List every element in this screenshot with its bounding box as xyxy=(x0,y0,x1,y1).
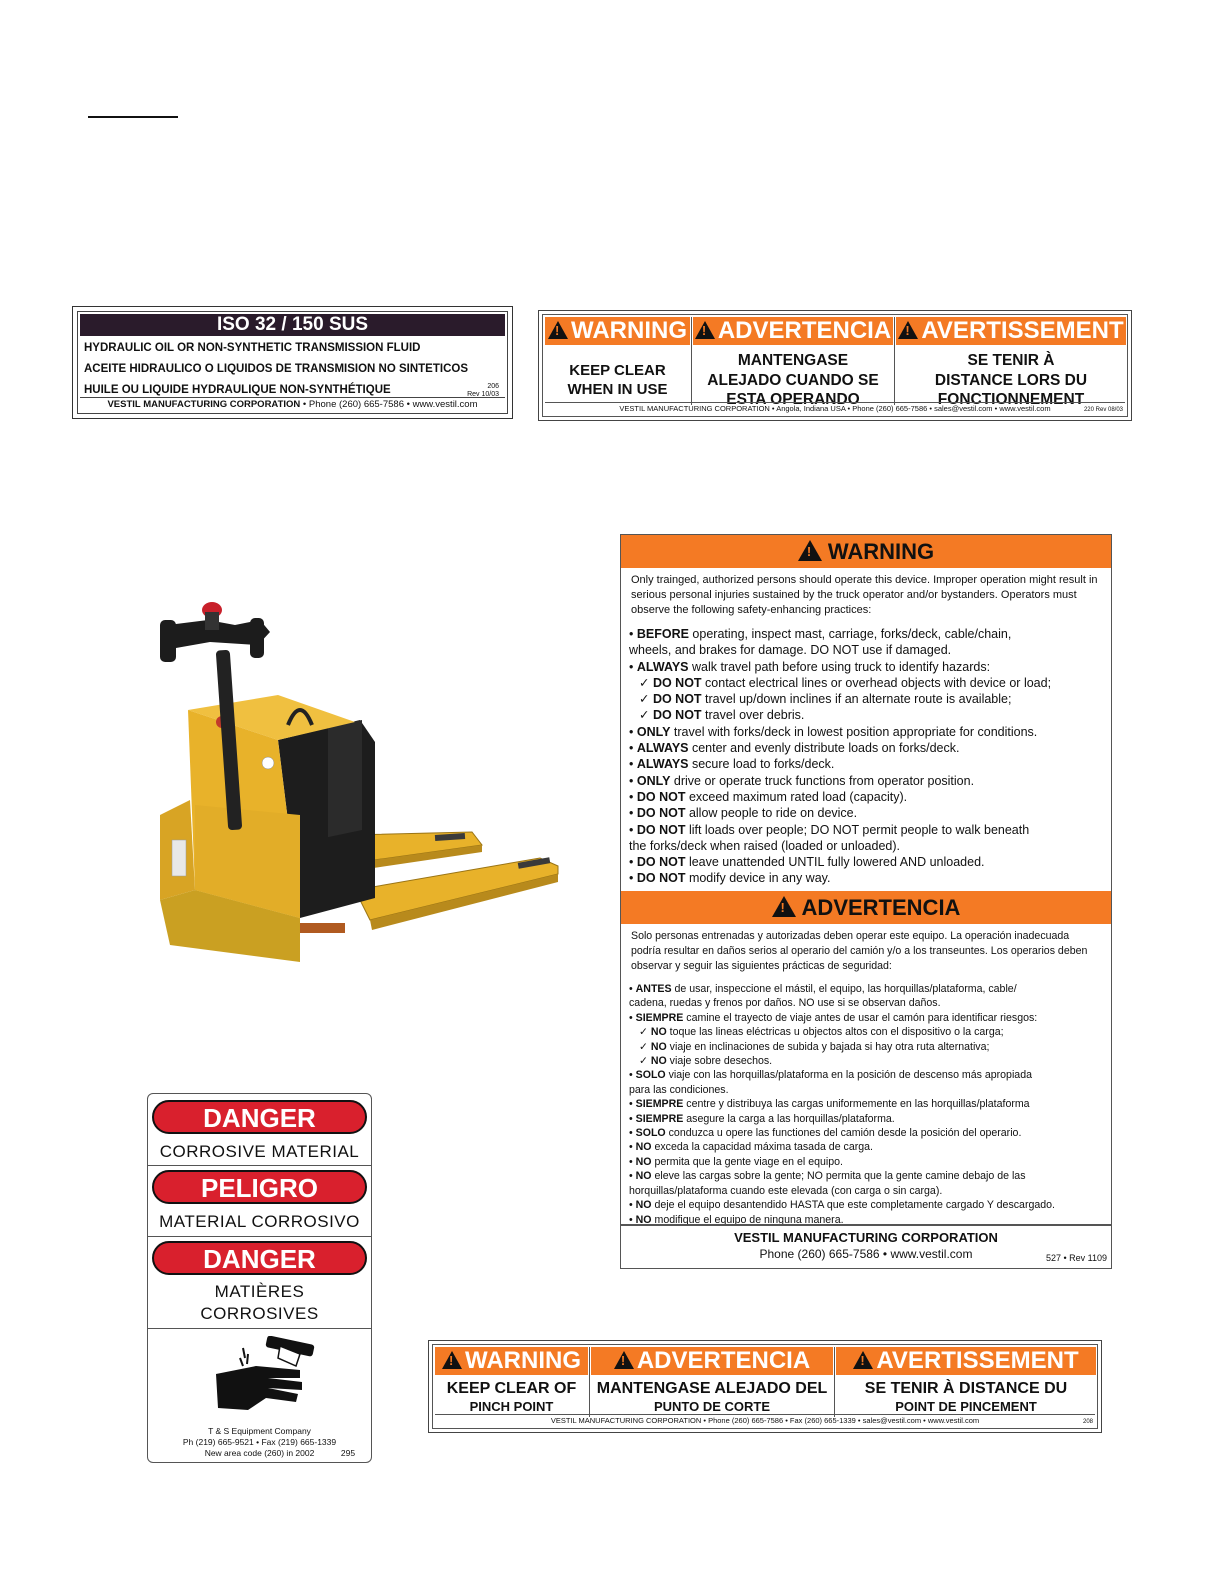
iso-oil-label xyxy=(72,306,513,419)
big-footer-contact: Phone (260) 665-7586 • www.vestil.com xyxy=(759,1247,973,1261)
list-item: • ALWAYS center and evenly distribute loads on forks/deck. xyxy=(629,741,960,756)
list-item: ✓ DO NOT contact electrical lines or overhead objects with device or load; xyxy=(639,675,1052,690)
kc-header-fr xyxy=(896,317,1126,345)
big-advertencia-intro: Solo personas entrenadas y autorizadas deben operar este equipo. La operación inadecuada podría resultar en daños serios al operario del camión y/o a los transeuntes. Los operarios deben observar y seguir las siguientes prácticas de seguridad: xyxy=(631,930,1088,972)
kc-rev: 220 Rev 08/03 xyxy=(1083,407,1123,413)
pp-en-2: PINCH POINT xyxy=(469,1399,554,1414)
list-item: • DO NOT exceed maximum rated load (capacity). xyxy=(629,789,908,804)
danger-text-3a: MATIÈRES xyxy=(214,1282,305,1301)
list-item: horquillas/plataforma cuando este elevada (con carga o sin carga). xyxy=(629,1184,943,1197)
list-item: • SOLO viaje con las horquillas/plataforma en la posición de descenso más apropiada xyxy=(629,1069,1032,1082)
big-footer-rev: 527 • Rev 1109 xyxy=(1045,1253,1107,1263)
pp-header-es xyxy=(591,1347,833,1375)
danger-number: 295 xyxy=(340,1448,356,1458)
list-item: • DO NOT allow people to ride on device. xyxy=(629,806,858,821)
kc-es-2: ALEJADO CUANDO SE xyxy=(707,371,879,389)
pp-en-1: KEEP CLEAR OF xyxy=(446,1380,577,1397)
warning-triangle-icon xyxy=(853,1351,873,1369)
big-advertencia-header xyxy=(621,891,1111,924)
pp-rev: 208 xyxy=(1082,1419,1093,1425)
iso-line-fr: HUILE OU LIQUIDE HYDRAULIQUE NON-SYNTHÉTIQUE xyxy=(84,384,391,396)
list-item: • DO NOT lift loads over people; DO NOT permit people to walk beneath xyxy=(629,822,1030,837)
kc-header-en-text: WARNING xyxy=(571,317,687,344)
iso-line-en: HYDRAULIC OIL OR NON-SYNTHETIC TRANSMISSION FLUID xyxy=(84,342,421,354)
list-item: ✓ DO NOT travel over debris. xyxy=(639,708,805,723)
warning-triangle-icon xyxy=(772,896,796,917)
iso-line-es: ACEITE HIDRAULICO O LIQUIDOS DE TRANSMISION NO SINTETICOS xyxy=(84,363,468,375)
iso-footer-company: VESTIL MANUFACTURING CORPORATION xyxy=(107,399,301,410)
list-item: • ALWAYS secure load to forks/deck. xyxy=(629,757,835,772)
list-item: ✓ DO NOT travel up/down inclines if an alternate route is available; xyxy=(639,692,1012,707)
list-item: • ONLY drive or operate truck functions from operator position. xyxy=(629,773,975,788)
kc-en-2: WHEN IN USE xyxy=(567,381,668,398)
iso-rev-number: 206 xyxy=(487,383,499,390)
warning-triangle-icon xyxy=(798,540,822,561)
warning-triangle-icon xyxy=(695,321,715,339)
pinch-point-label xyxy=(428,1340,1102,1433)
danger-corrosive-sign xyxy=(147,1093,372,1463)
kc-fr-2: DISTANCE LORS DU xyxy=(934,371,1088,389)
list-item: • DO NOT modify device in any way. xyxy=(629,871,831,886)
list-item: • ANTES de usar, inspeccione el mástil, el equipo, las horquillas/plataforma, cable/ xyxy=(629,983,1017,995)
list-item: • NO permita que la gente viage en el equipo. xyxy=(629,1155,843,1168)
pp-text-es xyxy=(591,1379,833,1415)
pp-text-en xyxy=(435,1379,588,1415)
danger-header-3: DANGER xyxy=(152,1241,367,1275)
iso-title: ISO 32 / 150 SUS xyxy=(80,314,505,336)
kc-header-fr-text: AVERTISSEMENT xyxy=(921,317,1124,344)
header-rule xyxy=(88,116,178,118)
big-warning-title: WARNING xyxy=(827,539,935,564)
pp-header-fr-text: AVERTISSEMENT xyxy=(876,1347,1079,1374)
list-item: • SIEMPRE camine el trayecto de viaje antes de usar el camón para identificar riesgos: xyxy=(629,1011,1038,1024)
list-item: • DO NOT leave unattended UNTIL fully lowered AND unloaded. xyxy=(629,855,985,870)
list-item: • NO modifique el equipo de ninguna manera. xyxy=(629,1213,844,1226)
big-warning-footer xyxy=(621,1224,1111,1268)
iso-footer xyxy=(80,397,505,411)
list-item: • NO deje el equipo desantendido HASTA que este completamente cargado Y descargado. xyxy=(629,1199,1055,1212)
iso-footer-contact: • Phone (260) 665-7586 • www.vestil.com xyxy=(300,399,478,410)
kc-header-en xyxy=(545,317,690,345)
warning-triangle-icon xyxy=(898,321,918,339)
danger-header-2: PELIGRO xyxy=(152,1170,367,1204)
big-footer-company: VESTIL MANUFACTURING CORPORATION xyxy=(734,1230,998,1245)
list-item: cadena, ruedas y frenos por daños. NO use si se observan daños. xyxy=(629,997,941,1010)
pp-header-en-text: WARNING xyxy=(465,1347,581,1374)
list-item: • SIEMPRE asegure la carga a las horquillas/plataforma. xyxy=(629,1112,895,1125)
pp-header-en xyxy=(435,1347,588,1375)
list-item: the forks/deck when raised (loaded or unloaded). xyxy=(629,838,900,853)
iso-rev: Rev 10/03 xyxy=(467,391,499,398)
list-item: ✓ NO viaje en inclinaciones de subida y bajada si hay otra ruta alternativa; xyxy=(639,1040,990,1053)
kc-header-es-text: ADVERTENCIA xyxy=(717,317,892,344)
list-item: • SOLO conduzca u opere las functiones del camión desde la posición del operario. xyxy=(629,1127,1022,1140)
list-item: para las condiciones. xyxy=(629,1083,729,1096)
pp-fr-1: SE TENIR À DISTANCE DU xyxy=(864,1380,1068,1397)
kc-fr-3: FONCTIONNEMENT xyxy=(937,391,1085,408)
kc-header-es xyxy=(693,317,893,345)
list-item: ✓ NO viaje sobre desechos. xyxy=(639,1055,773,1068)
safety-warning-label xyxy=(620,534,1112,1269)
pp-footer: VESTIL MANUFACTURING CORPORATION • Phone (260) 665-7586 • Fax (260) 665-1339 • sales@vestil.com • www.vestil.com xyxy=(435,1414,1095,1427)
pp-fr-2: POINT DE PINCEMENT xyxy=(895,1399,1037,1414)
kc-text-en xyxy=(545,361,690,399)
kc-es-3: ESTA OPERANDO xyxy=(726,391,860,408)
kc-fr-1: SE TENIR À xyxy=(967,352,1055,369)
pp-es-2: PUNTO DE CORTE xyxy=(653,1399,771,1414)
corrosive-hand-icon xyxy=(208,1336,320,1416)
danger-note: New area code (260) in 2002 xyxy=(204,1448,315,1458)
kc-text-fr xyxy=(896,351,1126,410)
list-item: • ALWAYS walk travel path before using truck to identify hazards: xyxy=(629,659,991,674)
kc-es-1: MANTENGASE xyxy=(737,352,849,369)
pp-es-1: MANTENGASE ALEJADO DEL xyxy=(596,1380,828,1397)
keep-clear-label xyxy=(538,310,1132,421)
danger-text-1: CORROSIVE MATERIAL xyxy=(159,1142,360,1161)
list-item: • NO eleve las cargas sobre la gente; NO permita que la gente camine debajo de las xyxy=(629,1170,1026,1183)
big-advertencia-title: ADVERTENCIA xyxy=(801,895,961,920)
list-item: • ONLY travel with forks/deck in lowest position appropriate for conditions. xyxy=(629,724,1038,739)
danger-company: T & S Equipment Company xyxy=(208,1426,311,1436)
list-item: • NO exceda la capacidad máxima tasada de carga. xyxy=(629,1141,873,1154)
warning-triangle-icon xyxy=(548,321,568,339)
pp-text-fr xyxy=(836,1379,1096,1415)
danger-phone: Ph (219) 665-9521 • Fax (219) 665-1339 xyxy=(182,1437,337,1447)
warning-triangle-icon xyxy=(442,1351,462,1369)
pp-header-fr xyxy=(836,1347,1096,1375)
danger-text-3b: CORROSIVES xyxy=(200,1304,319,1323)
list-item: wheels, and brakes for damage. DO NOT use if damaged. xyxy=(629,643,952,658)
big-warning-list-en xyxy=(629,626,1105,887)
electric-pallet-truck-image xyxy=(150,600,570,970)
big-warning-intro: Only trainged, authorized persons should operate this device. Improper operation might result in serious personal injuries sustained by the truck operator and/or bystanders. Operators must observe the following safety-enhancing practices: xyxy=(631,574,1098,616)
kc-footer: VESTIL MANUFACTURING CORPORATION • Angola, Indiana USA • Phone (260) 665-7586 • sales@vestil.com • www.vestil.com xyxy=(545,402,1125,415)
big-warning-header xyxy=(621,535,1111,568)
list-item: • SIEMPRE centre y distribuya las cargas uniformemente en las horquillas/plataforma xyxy=(629,1098,1030,1111)
pp-header-es-text: ADVERTENCIA xyxy=(636,1347,811,1374)
big-advertencia-list-es xyxy=(629,982,1105,1227)
kc-en-1: KEEP CLEAR xyxy=(569,362,666,379)
list-item: ✓ NO toque las lineas eléctricas u objectos altos con el dispositivo o la carga; xyxy=(639,1026,1004,1039)
kc-text-es xyxy=(693,351,893,410)
list-item: • BEFORE operating, inspect mast, carriage, forks/deck, cable/chain, xyxy=(629,627,1012,641)
danger-header-1: DANGER xyxy=(152,1100,367,1134)
warning-triangle-icon xyxy=(614,1351,634,1369)
danger-text-2: MATERIAL CORROSIVO xyxy=(159,1212,360,1231)
